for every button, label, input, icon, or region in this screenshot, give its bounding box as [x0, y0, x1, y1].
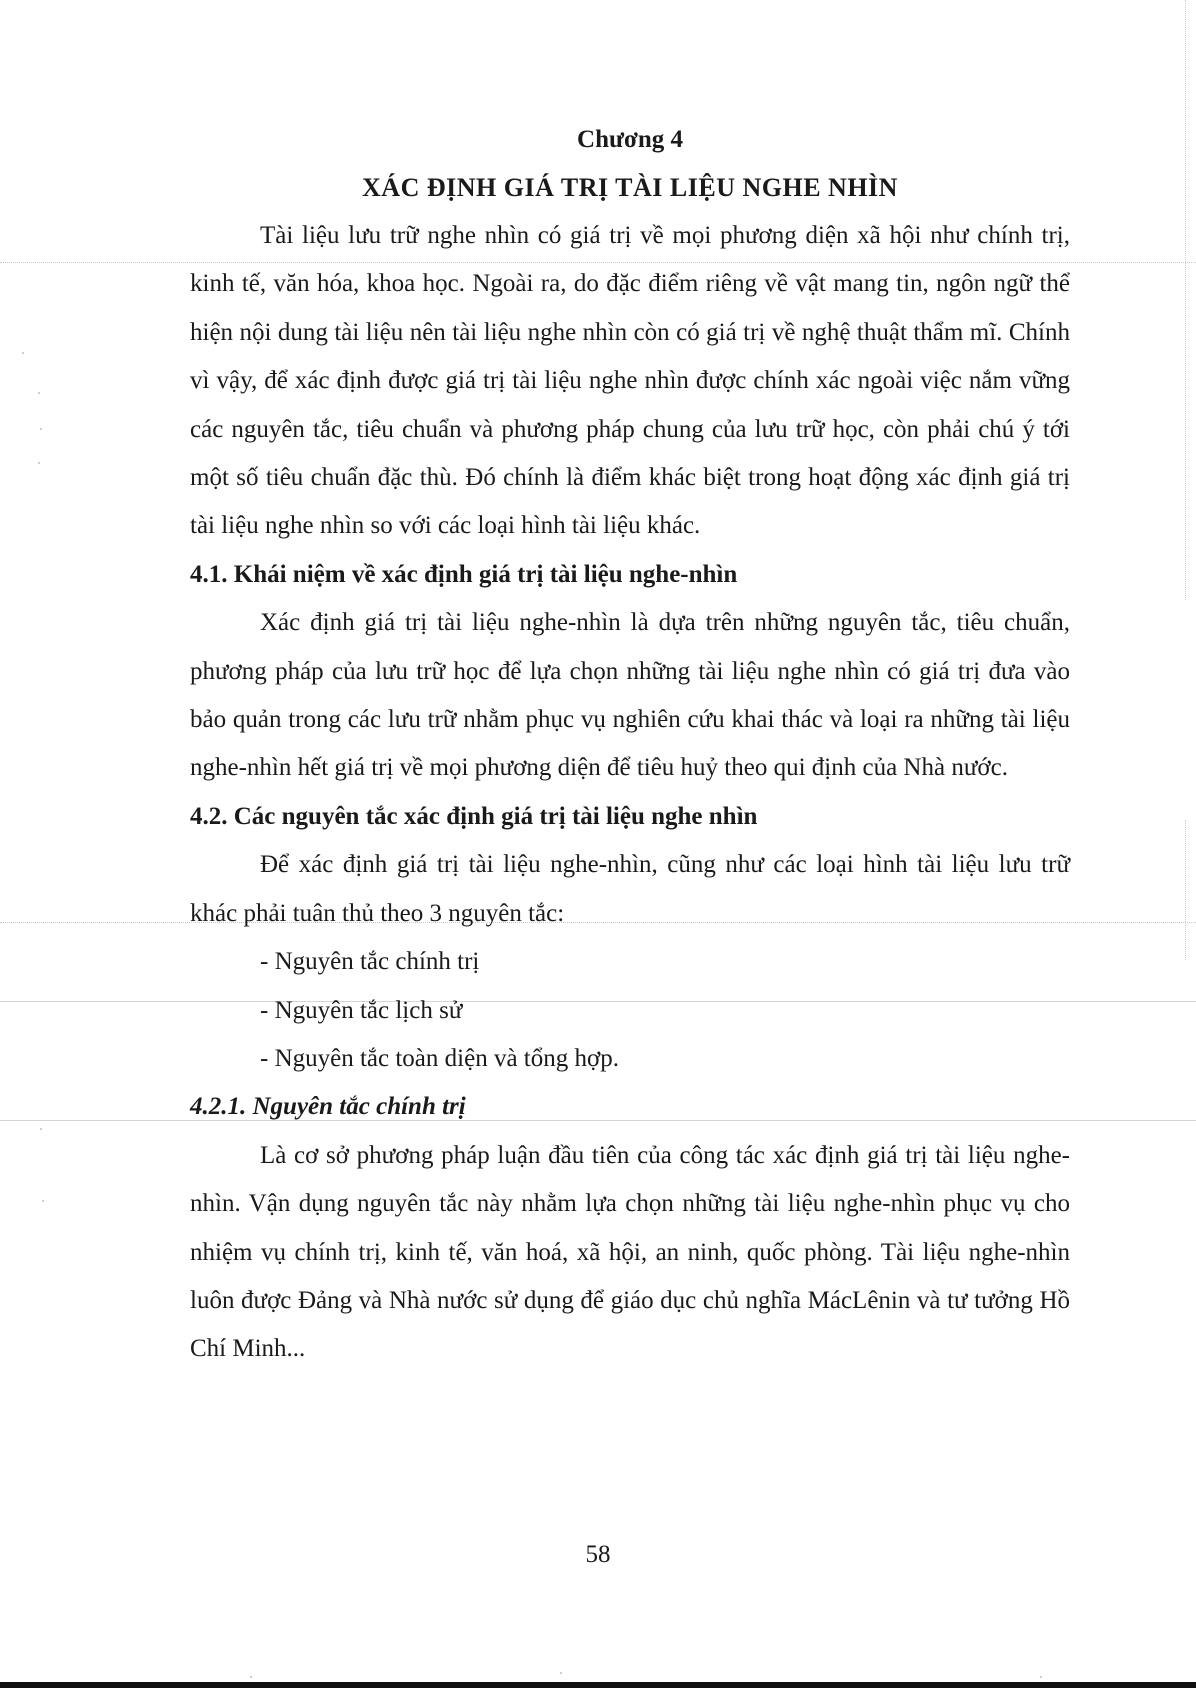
section-4-1-paragraph: Xác định giá trị tài liệu nghe-nhìn là dựa trên những nguyên tắc, tiêu chuẩn, phương pháp của lưu trữ học để lựa chọn những tài liệu nghe nhìn có giá trị đưa vào bảo quản trong các lưu trữ nhằm phục vụ nghiên cứu khai thác và loại ra những tài liệu nghe-nhìn hết giá trị về mọi phương diện để tiêu huỷ theo qui định của Nhà nước.: [190, 609, 1070, 782]
scan-artifact-speck: [22, 352, 24, 354]
section-4-2-1-paragraph: Là cơ sở phương pháp luận đầu tiên của công tác xác định giá trị tài liệu nghe-nhìn. Vận dụng nguyên tắc này nhằm lựa chọn những tài liệu nghe-nhìn phục vụ cho nhiệm vụ chính trị, kinh tế, văn hoá, xã hội, an ninh, quốc phòng. Tài liệu nghe-nhìn luôn được Đảng và Nhà nước sử dụng để giáo dục chủ nghĩa MácLênin và tư tưởng Hồ Chí Minh...: [190, 1141, 1070, 1363]
scan-artifact-speck: [40, 428, 42, 430]
principles-list: [190, 938, 1070, 1083]
scan-artifact-speck: [38, 392, 40, 394]
scan-artifact-speck: [560, 1672, 562, 1674]
section-4-2-1-heading: 4.2.1. Nguyên tắc chính trị: [190, 1093, 466, 1121]
intro-paragraph: Tài liệu lưu trữ nghe nhìn có giá trị về mọi phương diện xã hội như chính trị, kinh tế, văn hóa, khoa học. Ngoài ra, do đặc điểm riêng về vật mang tin, ngôn ngữ thể hiện nội dung tài liệu nên tài liệu nghe nhìn còn có giá trị về nghệ thuật thẩm mĩ. Chính vì vậy, để xác định được giá trị tài liệu nghe nhìn được chính xác ngoài việc nắm vững các nguyên tắc, tiêu chuẩn và phương pháp chung của lưu trữ học, còn phải chú ý tới một số tiêu chuẩn đặc thù. Đó chính là điểm khác biệt trong hoạt động xác định giá trị tài liệu nghe nhìn so với các loại hình tài liệu khác.: [190, 222, 1070, 540]
scan-artifact-speck: [42, 1200, 44, 1202]
scan-border-bar: [0, 1682, 1196, 1688]
scan-artifact-speck: [40, 1128, 42, 1130]
scan-artifact-speck: [250, 1676, 252, 1678]
chapter-title: XÁC ĐỊNH GIÁ TRỊ TÀI LIỆU NGHE NHÌN: [362, 173, 898, 202]
scan-artifact-line: [1185, 820, 1186, 960]
scan-artifact-line: [1185, 0, 1186, 600]
scan-artifact-speck: [1040, 1676, 1042, 1678]
list-item: - Nguyên tắc toàn diện và tổng hợp.: [260, 1044, 619, 1072]
chapter-number: Chương 4: [577, 126, 683, 153]
section-4-2-heading: 4.2. Các nguyên tắc xác định giá trị tài liệu nghe nhìn: [190, 802, 758, 830]
page-number: 58: [585, 1541, 611, 1568]
list-item: - Nguyên tắc chính trị: [260, 948, 480, 976]
list-item: - Nguyên tắc lịch sử: [260, 996, 463, 1024]
section-4-1-heading: 4.1. Khái niệm về xác định giá trị tài liệu nghe-nhìn: [190, 560, 738, 588]
scan-artifact-speck: [38, 462, 40, 464]
section-4-2-paragraph: Để xác định giá trị tài liệu nghe-nhìn, cũng như các loại hình tài liệu lưu trữ khác phải tuân thủ theo 3 nguyên tắc:: [190, 851, 1070, 927]
document-body: [190, 116, 1070, 1374]
